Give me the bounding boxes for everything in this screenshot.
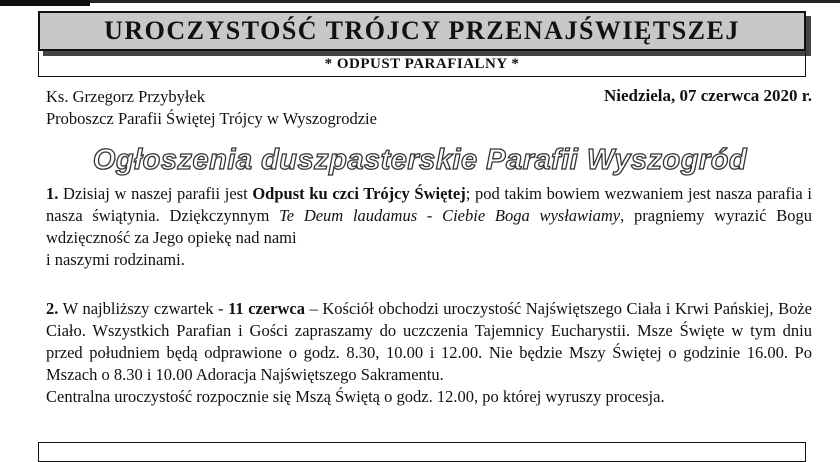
announcement-1-text-c: , pragniemy wyrazić Bogu wdzięczność za Jego opiekę nad nami <box>46 206 813 247</box>
announcement-1-text-a: Dzisiaj w naszej parafii jest <box>58 184 253 203</box>
announcement-2-text-c: Centralna uroczystość rozpocznie się Mszą Świętą o godz. 12.00, po której wyruszy procesja. <box>46 387 665 406</box>
announcement-2-date: 11 czerwca <box>228 299 306 318</box>
next-section-frame <box>38 442 806 462</box>
announcement-1-highlight: Odpust ku czci Trójcy Świętej <box>252 184 466 203</box>
announcement-2-number: 2. <box>46 299 59 318</box>
author-block <box>46 86 377 130</box>
subtitle-banner <box>38 52 806 77</box>
page-subtitle: * ODPUST PARAFIALNY * <box>324 55 520 72</box>
author-name: Ks. Grzegorz Przybyłek <box>46 87 205 106</box>
announcement-1-text-b: ; pod takim bowiem wezwaniem jest nasza parafia i nasza świątynia. Dziękczynnym <box>46 184 812 225</box>
announcement-1-hymn: Te Deum laudamus - Ciebie Boga wysławiamy <box>279 206 621 225</box>
announcement-1-text-d: i naszymi rodzinami. <box>46 250 185 269</box>
announcement-2-text-a: W najbliższy czwartek - <box>58 299 229 318</box>
announcement-1-number: 1. <box>46 184 59 203</box>
document-date: Niedziela, 07 czerwca 2020 r. <box>603 86 812 105</box>
announcements-heading: Ogłoszenia duszpasterskie Parafii Wyszogród <box>92 144 748 176</box>
top-rule <box>0 0 840 3</box>
announcement-2 <box>46 298 812 408</box>
page-title: UROCZYSTOŚĆ TRÓJCY PRZENAJŚWIĘTSZEJ <box>104 16 740 45</box>
title-banner <box>38 11 806 51</box>
top-corner-mark <box>0 0 90 6</box>
announcement-1 <box>46 183 812 271</box>
author-role: Proboszcz Parafii Świętej Trójcy w Wyszogrodzie <box>46 109 377 128</box>
announcement-2-text-b: – Kościół obchodzi uroczystość Najświętszego Ciała i Krwi Pańskiej, Boże Ciało. Wszystkich Parafian i Gości zapraszamy do uczczenia Tajemnicy Eucharystii. Msze Święte w tym dniu przed południem będą odprawione o godz. 8.30, 10.00 i 12.00. Nie będzie Mszy Świętej o godzinie 16.00. Po Mszach o 8.30 i 10.00 Adoracja Najświętszego Sakramentu. <box>46 299 813 384</box>
